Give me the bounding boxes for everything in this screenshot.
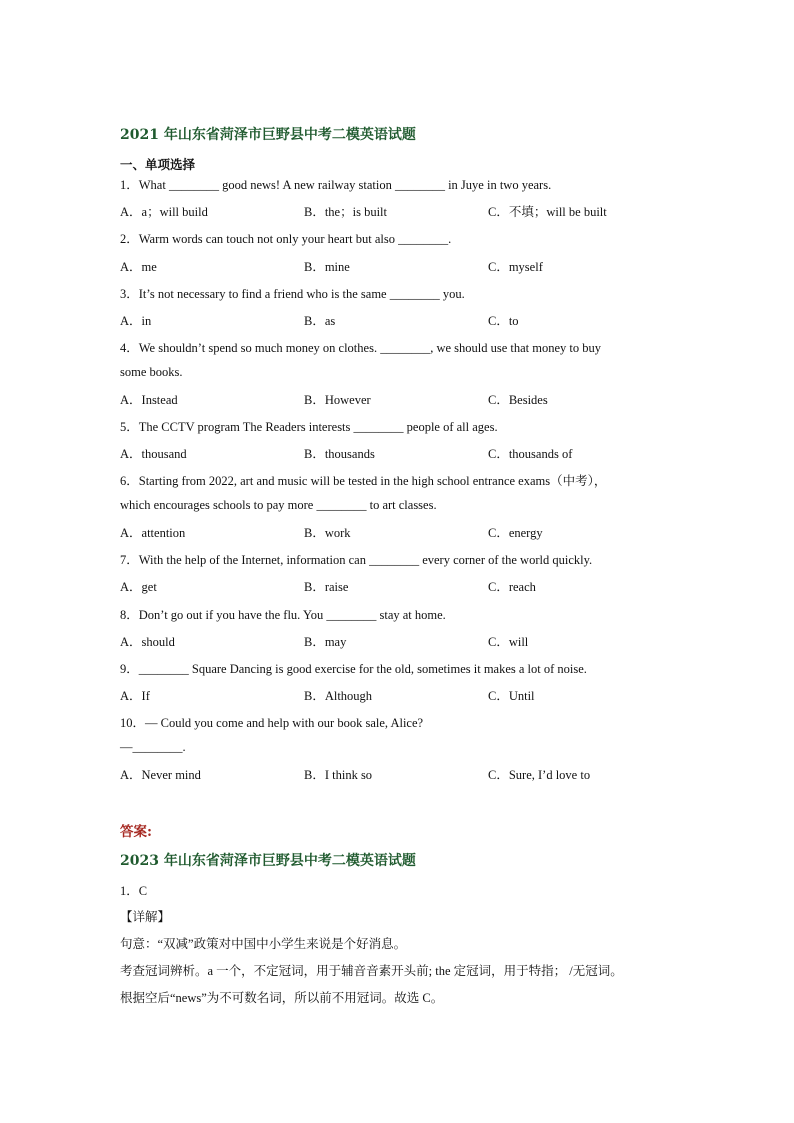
question-5-option-c: C．thousands of bbox=[488, 447, 573, 461]
question-4-text: 4．We shouldn’t spend so much money on clothes. ________, we should use that money to buy bbox=[120, 341, 602, 355]
question-7-option-a: A．get bbox=[120, 580, 157, 594]
question-4-text-continued: some books. bbox=[120, 365, 183, 379]
question-1-text: 1．What ________ good news! A new railway station ________ in Juye in two years. bbox=[120, 178, 552, 192]
question-10-reply: —________. bbox=[120, 740, 186, 754]
question-3-option-a: A．in bbox=[120, 314, 152, 328]
answer-explanation: 考查冠词辨析。a 一个，不定冠词，用于辅音音素开头前; the 定冠词，用于特指； /无冠词。 bbox=[120, 964, 623, 978]
question-7-text: 7．With the help of the Internet, information can ________ every corner of the world quickly. bbox=[120, 553, 593, 567]
answer-detail-heading: 【详解】 bbox=[120, 910, 171, 924]
question-5-option-b: B．thousands bbox=[304, 447, 375, 461]
question-3-option-c: C．to bbox=[488, 314, 519, 328]
question-7-option-c: C．reach bbox=[488, 580, 536, 594]
question-1-option-b: B．the；is built bbox=[304, 205, 387, 219]
question-6-option-b: B．work bbox=[304, 526, 351, 540]
question-10-option-b: B．I think so bbox=[304, 768, 373, 782]
answer-title: 2023 年山东省菏泽市巨野县中考二模英语试题 bbox=[120, 853, 416, 869]
question-10-option-a: A．Never mind bbox=[120, 768, 201, 782]
question-3-text: 3．It’s not necessary to find a friend who is the same ________ you. bbox=[120, 287, 465, 301]
exam-title: 2021 年山东省菏泽市巨野县中考二模英语试题 bbox=[120, 127, 416, 143]
question-2-text: 2．Warm words can touch not only your heart but also ________. bbox=[120, 232, 452, 246]
question-6-text-continued: which encourages schools to pay more ________ to art classes. bbox=[120, 498, 437, 512]
question-10-option-c: C．Sure, I’d love to bbox=[488, 768, 591, 782]
question-2-option-b: B．mine bbox=[304, 260, 350, 274]
answer-sentence-meaning: 句意：“双减”政策对中国中小学生来说是个好消息。 bbox=[120, 937, 407, 951]
question-5-option-a: A．thousand bbox=[120, 447, 187, 461]
question-6-text: 6．Starting from 2022, art and music will be tested in the high school entrance exams（中考）， bbox=[120, 474, 607, 488]
question-3-option-b: B．as bbox=[304, 314, 336, 328]
question-6-option-a: A．attention bbox=[120, 526, 186, 540]
question-9-option-a: A．If bbox=[120, 689, 150, 703]
question-5-text: 5．The CCTV program The Readers interests ________ people of all ages. bbox=[120, 420, 498, 434]
question-8-text: 8．Don’t go out if you have the flu. You ________ stay at home. bbox=[120, 608, 446, 622]
question-7-option-b: B．raise bbox=[304, 580, 349, 594]
question-8-option-c: C．will bbox=[488, 635, 529, 649]
answer-1-key: 1．C bbox=[120, 884, 148, 898]
question-6-option-c: C．energy bbox=[488, 526, 543, 540]
question-8-option-b: B．may bbox=[304, 635, 347, 649]
question-4-option-b: B．However bbox=[304, 393, 371, 407]
question-1-option-a: A．a；will build bbox=[120, 205, 208, 219]
question-9-option-c: C．Until bbox=[488, 689, 535, 703]
answer-conclusion: 根据空后“news”为不可数名词，所以前不用冠词。故选 C。 bbox=[120, 991, 444, 1005]
question-4-option-a: A．Instead bbox=[120, 393, 178, 407]
question-4-option-c: C．Besides bbox=[488, 393, 548, 407]
section-heading: 一、单项选择 bbox=[120, 157, 196, 172]
question-1-option-c: C．不填；will be built bbox=[488, 205, 607, 219]
question-9-option-b: B．Although bbox=[304, 689, 373, 703]
question-9-text: 9．________ Square Dancing is good exercise for the old, sometimes it makes a lot of noise. bbox=[120, 662, 587, 676]
answer-label: 答案: bbox=[120, 824, 152, 840]
question-8-option-a: A．should bbox=[120, 635, 175, 649]
question-2-option-a: A．me bbox=[120, 260, 157, 274]
question-2-option-c: C．myself bbox=[488, 260, 543, 274]
question-10-text: 10．— Could you come and help with our book sale, Alice? bbox=[120, 716, 424, 730]
